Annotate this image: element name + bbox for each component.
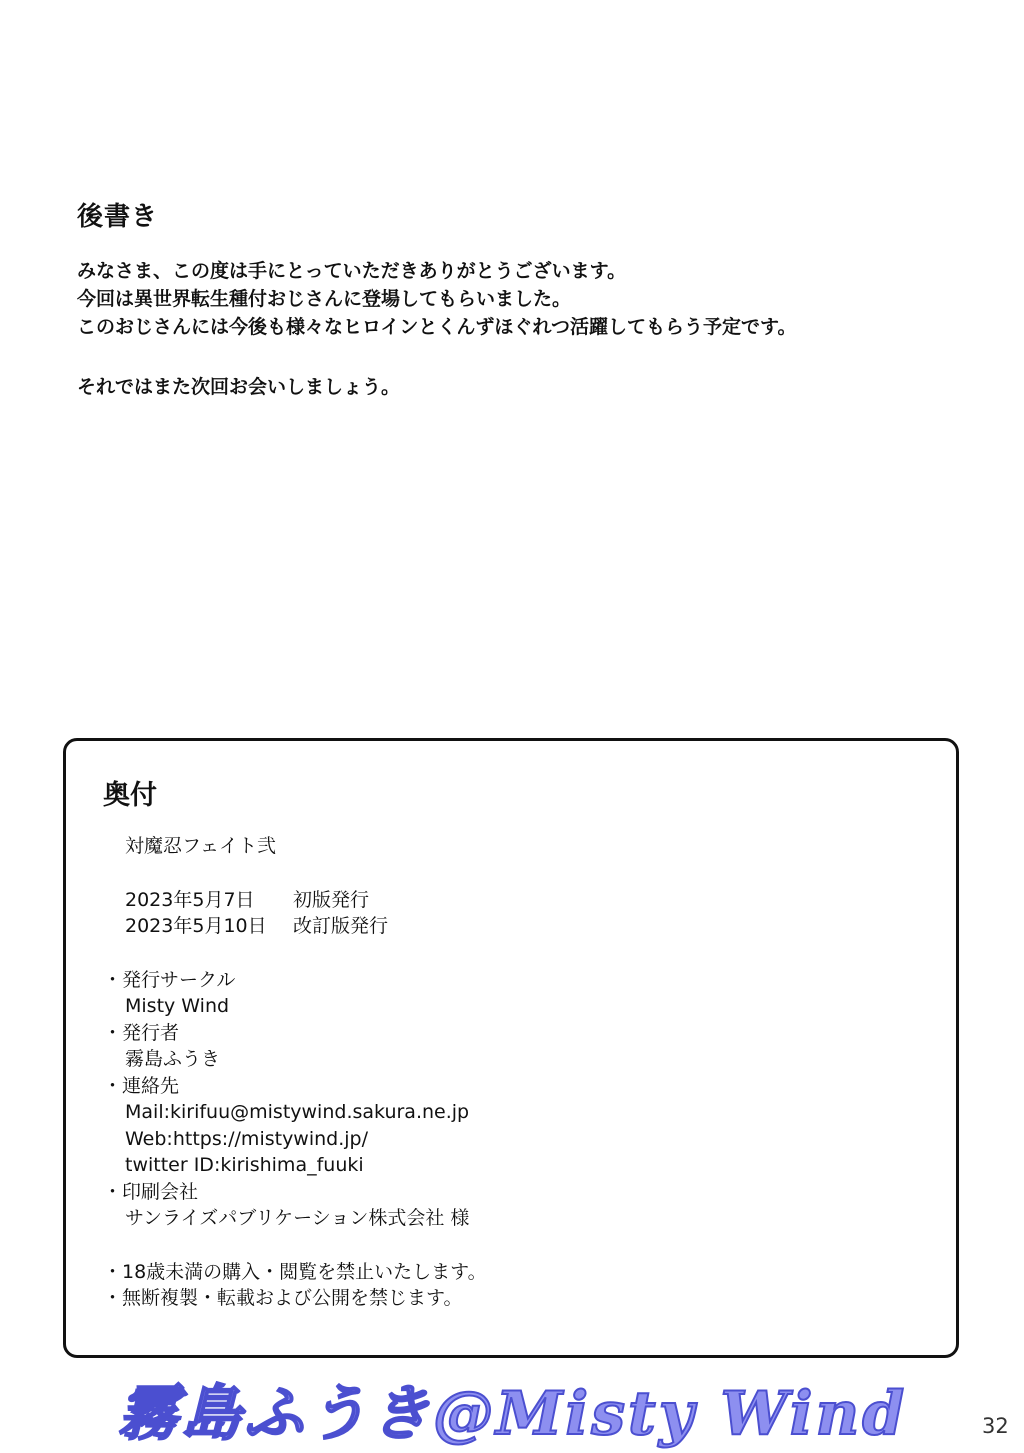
publisher-heading: ・発行者 <box>103 1021 180 1044</box>
release-label: 初版発行 <box>293 888 370 911</box>
release-row-revised <box>103 913 923 940</box>
contact-heading: ・連絡先 <box>103 1074 180 1097</box>
contact-mail: Mail:kirifuu@mistywind.sakura.ne.jp <box>125 1101 470 1123</box>
contact-twitter: twitter ID:kirishima_fuuki <box>125 1154 364 1176</box>
paragraph-gap <box>77 341 977 373</box>
afterword-title: 後書き <box>77 202 159 232</box>
afterword-section <box>77 196 977 401</box>
afterword-line-2: 今回は異世界転生種付おじさんに登場してもらいました。 <box>77 288 572 310</box>
colophon-title: 奥付 <box>103 780 157 811</box>
afterword-closing: それではまた次回お会いしましょう。 <box>77 376 401 398</box>
release-date: 2023年5月7日 <box>125 888 255 911</box>
section-gap <box>103 1232 923 1259</box>
colophon-box <box>63 738 959 1358</box>
circle-heading: ・発行サークル <box>103 968 236 991</box>
contact-web: Web:https://mistywind.jp/ <box>125 1127 369 1150</box>
afterword-line-1: みなさま、この度は手にとっていただきありがとうございます。 <box>77 260 627 282</box>
copyright-notice: ・無断複製・転載および公開を禁じます。 <box>103 1287 463 1309</box>
section-gap <box>103 940 923 967</box>
page-number: 32 <box>982 1414 1009 1438</box>
book-title: 対魔忍フェイト弐 <box>125 835 277 857</box>
printer-heading: ・印刷会社 <box>103 1180 199 1203</box>
age-restriction-notice: ・18歳未満の購入・閲覧を禁止いたします。 <box>103 1260 487 1283</box>
release-date: 2023年5月10日 <box>125 915 267 937</box>
afterword-line-3: このおじさんには今後も様々なヒロインとくんずほぐれつ活躍してもらう予定です。 <box>77 316 797 338</box>
colophon-body <box>103 833 923 1312</box>
publisher-name: 霧島ふうき <box>125 1048 221 1070</box>
circle-name: Misty Wind <box>125 995 230 1017</box>
release-label: 改訂版発行 <box>293 915 389 937</box>
release-row-first <box>103 887 923 914</box>
signature-watermark: 霧島ふうき@Misty Wind <box>118 1379 908 1449</box>
printer-name: サンライズパブリケーション株式会社 様 <box>125 1207 470 1229</box>
